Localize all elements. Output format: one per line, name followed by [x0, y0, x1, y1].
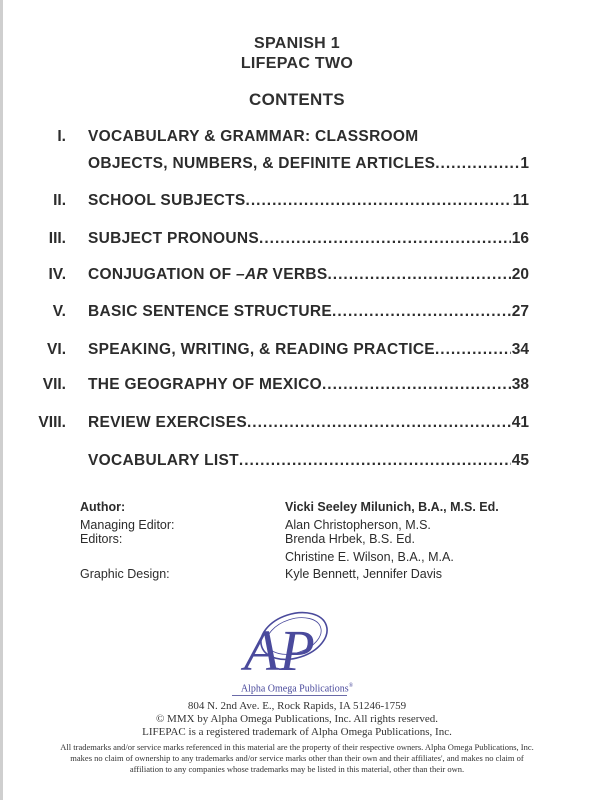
credit-label: Graphic Design: [80, 567, 170, 581]
credit-value: Brenda Hrbek, B.S. Ed. [285, 532, 415, 546]
toc-title [88, 266, 327, 284]
toc-leader [322, 376, 511, 394]
fine-print-line: makes no claim of ownership to any trademarks and/or service marks other than their own and their affiliates', and makes no claim of [70, 753, 524, 763]
toc-title-italic: –AR [236, 266, 268, 283]
credit-row [0, 550, 594, 568]
toc-number: I. [57, 128, 66, 145]
toc-title-line1: VOCABULARY & GRAMMAR: CLASSROOM [88, 128, 419, 145]
alpha-omega-logo [232, 606, 344, 680]
publisher-name: Alpha Omega Publications® [240, 683, 354, 695]
toc-title: SUBJECT PRONOUNS [88, 230, 260, 247]
publisher-rule [232, 695, 347, 696]
credit-value: Christine E. Wilson, B.A., M.A. [285, 550, 454, 564]
fine-print-line: All trademarks and/or service marks referenced in this material are the property of their respective owners. Alpha Omega Publications, Inc. [60, 742, 534, 752]
toc-title: REVIEW EXERCISES [88, 414, 247, 431]
toc-leader [259, 230, 511, 248]
credit-row [0, 567, 594, 585]
toc-row-6[interactable] [0, 341, 594, 365]
credit-label: Editors: [80, 532, 123, 546]
toc-number: VI. [47, 341, 66, 358]
credit-value: Vicki Seeley Milunich, B.A., M.S. Ed. [285, 500, 499, 514]
credit-value: Kyle Bennett, Jennifer Davis [285, 567, 443, 581]
toc-leader [332, 303, 511, 321]
credit-value: Alan Christopherson, M.S. [285, 518, 431, 532]
toc-page: 1 [520, 155, 529, 172]
credit-row [0, 500, 594, 518]
fine-print-line: affiliation to any companies whose trademarks may be listed in this material, other than their own. [129, 764, 465, 774]
toc-leader [246, 192, 512, 210]
toc-row-9[interactable] [0, 452, 594, 476]
credit-label: Managing Editor: [80, 518, 175, 532]
logo-text: AP [244, 618, 315, 680]
toc-number: VIII. [38, 414, 66, 431]
toc-title: BASIC SENTENCE STRUCTURE [88, 303, 333, 320]
toc-row-2[interactable] [0, 192, 594, 216]
toc-page: 11 [512, 192, 529, 209]
toc-page: 27 [511, 303, 529, 320]
toc-title: VOCABULARY LIST [88, 452, 239, 469]
unit-title: LIFEPAC TWO [240, 55, 354, 72]
credit-row [0, 532, 594, 550]
toc-row-5[interactable] [0, 303, 594, 327]
toc-number: III. [48, 230, 66, 247]
toc-leader [239, 452, 511, 470]
toc-page: 41 [511, 414, 529, 431]
toc-row-3[interactable] [0, 230, 594, 254]
toc-row-1[interactable] [0, 128, 594, 152]
toc-number: VII. [42, 376, 66, 393]
toc-title-post: VERBS [267, 266, 328, 283]
toc-page: 45 [511, 452, 529, 469]
contents-heading: CONTENTS [249, 90, 345, 109]
toc-page: 34 [511, 341, 529, 358]
toc-title-pre: CONJUGATION OF [88, 266, 237, 283]
toc-title: THE GEOGRAPHY OF MEXICO [88, 376, 322, 393]
credit-label: Author: [80, 500, 126, 514]
toc-page: 16 [511, 230, 529, 247]
toc-number: V. [52, 303, 66, 320]
toc-row-8[interactable] [0, 414, 594, 438]
toc-leader [247, 414, 511, 432]
publisher-address: 804 N. 2nd Ave. E., Rock Rapids, IA 51246-1759 [187, 700, 407, 712]
course-title: SPANISH 1 [254, 35, 340, 52]
trademark-line: LIFEPAC is a registered trademark of Alpha Omega Publications, Inc. [142, 726, 452, 738]
copyright-line: © MMX by Alpha Omega Publications, Inc. All rights reserved. [155, 713, 439, 725]
toc-title: SCHOOL SUBJECTS [88, 192, 246, 209]
toc-number: IV. [48, 266, 66, 283]
toc-row-7[interactable] [0, 376, 594, 400]
toc-page: 20 [511, 266, 529, 283]
toc-number: II. [53, 192, 66, 209]
toc-title-line2: OBJECTS, NUMBERS, & DEFINITE ARTICLES [88, 155, 436, 172]
toc-leader [435, 341, 511, 359]
toc-leader [435, 155, 519, 173]
toc-row-4[interactable] [0, 266, 594, 290]
toc-title: SPEAKING, WRITING, & READING PRACTICE [88, 341, 435, 358]
toc-row-1-cont[interactable] [0, 155, 594, 179]
toc-page: 38 [511, 376, 529, 393]
toc-leader [327, 266, 510, 284]
